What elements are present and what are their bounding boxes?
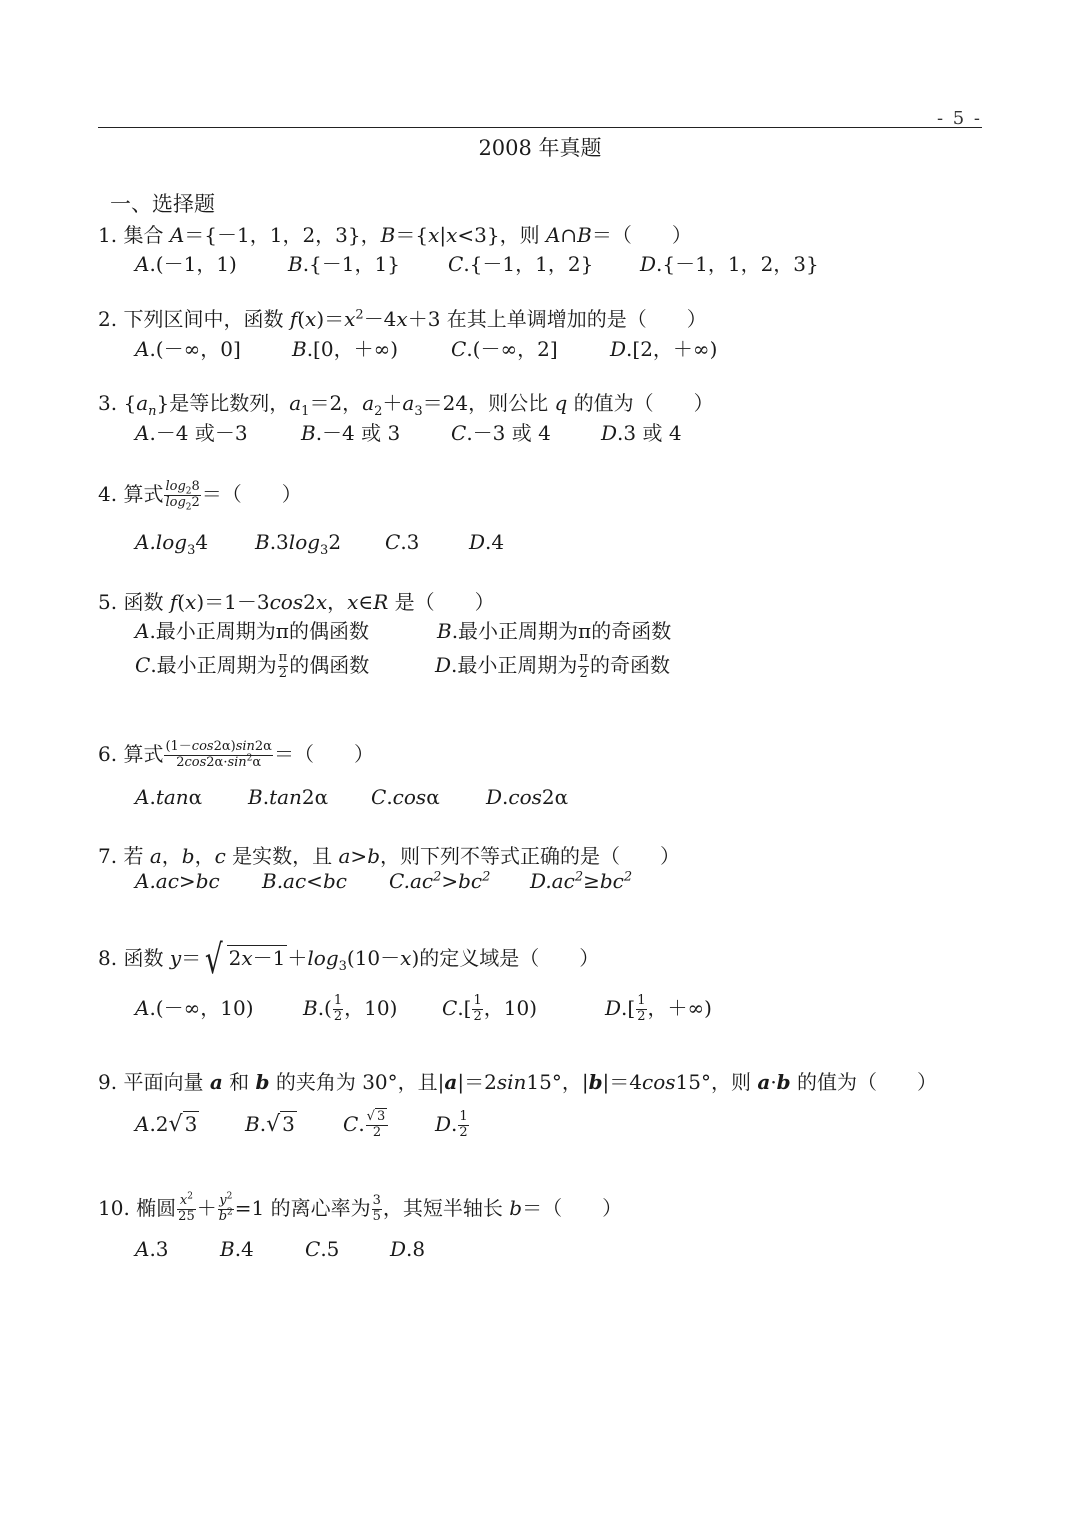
option-c: C.{－1，1，2}: [448, 252, 594, 276]
option-a: A.2√ 3: [135, 1111, 198, 1137]
option-b: B.tan2α: [248, 785, 329, 809]
option-d: D.最小正周期为 $\frac{\pi}{2}$ 的奇函数: [435, 650, 670, 681]
question-number: 5.: [98, 590, 118, 614]
option-a: A.3: [135, 1237, 169, 1261]
option-d: D.cos2α: [486, 785, 569, 809]
option-a: A.－4 或－3: [135, 421, 248, 445]
question-number: 2.: [98, 307, 118, 331]
question-number: 6.: [98, 742, 118, 766]
question-3: 3. $\{a_n\}$是等比数列，$a_1=2$，$a_2+a_3=24$，则公比 q 的值为（ ）: [98, 391, 714, 419]
option-b: $B.3\log_32$: [255, 530, 342, 558]
question-8: 8. 函数 y＝√ $2x-1 +\log_3(10-x)$的定义域是（ ）: [98, 937, 600, 983]
question-number: 9.: [98, 1070, 118, 1094]
fraction: $\frac{1}{2}$: [473, 993, 482, 1024]
fraction: $\frac{1}{2}$: [459, 1109, 468, 1140]
fraction: $\frac{\pi}{2}$: [278, 650, 288, 681]
option-c: C.3: [385, 530, 420, 554]
question-2: 2. 下列区间中，函数 $f(x)=x^2-4x+3$ 在其上单调增加的是（ ）: [98, 307, 707, 331]
question-1-options: [135, 248, 819, 277]
radical: √ 2x－1: [204, 937, 286, 983]
question-9-options: [135, 1110, 470, 1141]
fraction: $\frac{(1-\cos 2\alpha)\sin 2\alpha}{2\cos 2\alpha\cdot\sin^2\alpha}$: [165, 739, 272, 770]
option-a: A.(－∞，10): [135, 996, 254, 1020]
question-5-options-row2: [135, 649, 670, 682]
page-number: - 5 -: [936, 108, 982, 129]
option-a: A.最小正周期为π的偶函数: [135, 619, 369, 643]
option-d: D.{－1，1，2，3}: [640, 252, 819, 276]
option-d: D.[2，＋∞): [610, 337, 718, 361]
option-a: A.(－∞，0]: [135, 337, 241, 361]
option-b: B.4: [220, 1237, 254, 1261]
option-a: A.tanα: [135, 785, 203, 809]
question-number: 1.: [98, 223, 118, 247]
fraction: $\frac{√ 3}{2}$: [366, 1110, 389, 1141]
option-d: $D.ac^2\ge bc^2$: [530, 869, 633, 893]
question-number: 3.: [98, 391, 118, 415]
question-number: 4.: [98, 482, 118, 506]
fraction: $\frac{\pi}{2}$: [579, 650, 588, 681]
fraction: $\frac{y^2}{b^2}$: [218, 1191, 233, 1224]
option-d: D.3 或 4: [601, 421, 682, 445]
option-c: C. $\frac{√ 3}{2}$: [343, 1110, 435, 1141]
option-b: B.√ 3: [245, 1111, 295, 1137]
option-d: D.[ $\frac{1}{2}$ ，＋∞): [605, 993, 712, 1024]
page-title: 2008 年真题: [478, 136, 602, 160]
question-3-options: [135, 417, 682, 446]
question-10-options: [135, 1237, 425, 1261]
question-4: 4. 算式 $\frac{\log_28}{\log_22}$ ＝（ ）: [98, 479, 302, 513]
option-b: B.－4 或 3: [301, 421, 401, 445]
question-1: 1. 集合 A＝{－1，1，2，3}，B＝{x|x<3}，则 A∩B＝（ ）: [98, 223, 692, 247]
option-b: B.[0，＋∞): [292, 337, 399, 361]
option-d: D.8: [390, 1237, 426, 1261]
fraction: $\frac{1}{2}$: [637, 993, 646, 1024]
question-number: 7.: [98, 844, 118, 868]
question-10: 10. 椭圆 $\frac{x^2}{25}$ ＋ $\frac{y^2}{b^2}$ =1 的离心率为 $\frac{3}{5}$ ，其短半轴长 b＝（ ）: [98, 1191, 623, 1224]
option-c: C.最小正周期为 $\frac{\pi}{2}$ 的偶函数: [135, 650, 370, 681]
option-b: B.ac<bc: [262, 869, 347, 893]
question-9: 9. 平面向量 a 和 b 的夹角为 30°，且|a|＝2sin15°，|b|＝4cos15°，则 a·b 的值为（ ）: [98, 1070, 938, 1094]
question-7-options: [135, 869, 632, 893]
option-c: C.(－∞，2]: [451, 337, 558, 361]
fraction: $\frac{\log_28}{\log_22}$: [165, 479, 200, 513]
fraction: $\frac{x^2}{25}$: [178, 1191, 195, 1224]
header-rule: [98, 127, 982, 128]
option-a: A.ac>bc: [135, 869, 220, 893]
question-2-options: [135, 333, 717, 362]
section-heading: 一、选择题: [110, 192, 215, 216]
question-number: 10.: [98, 1196, 130, 1220]
option-b: B.最小正周期为π的奇函数: [437, 619, 672, 643]
option-c: C.－3 或 4: [451, 421, 551, 445]
option-d: D.4: [469, 530, 505, 554]
option-c: C.[ $\frac{1}{2}$ ，10): [442, 993, 538, 1024]
question-7: 7. 若 a，b，c 是实数，且 a>b，则下列不等式正确的是（ ）: [98, 844, 680, 868]
fraction: $\frac{1}{2}$: [333, 993, 343, 1024]
option-a: $A.\log_34$: [135, 530, 209, 558]
option-b: B.{－1，1}: [288, 252, 400, 276]
fraction: $\frac{3}{5}$: [372, 1193, 381, 1224]
question-number: 8.: [98, 946, 118, 970]
option-d: D. $\frac{1}{2}$: [435, 1109, 468, 1140]
option-b: B.( $\frac{1}{2}$ ，10): [303, 993, 398, 1024]
question-6-options: [135, 785, 568, 809]
question-8-options: [135, 992, 712, 1025]
option-c: C.cosα: [371, 785, 440, 809]
question-4-options: [135, 530, 505, 558]
question-6: 6. 算式 $\frac{(1-\cos 2\alpha)\sin 2\alpha}{2\cos 2\alpha\cdot\sin^2\alpha}$ ＝（ ）: [98, 739, 374, 770]
option-c: $C.ac^2>bc^2$: [389, 869, 491, 893]
question-5: 5. 函数 f(x)＝1－3cos2x，x∈R 是（ ）: [98, 590, 495, 614]
option-c: C.5: [305, 1237, 340, 1261]
question-5-options-row1: [135, 615, 671, 644]
option-a: A.(－1，1): [135, 252, 237, 276]
